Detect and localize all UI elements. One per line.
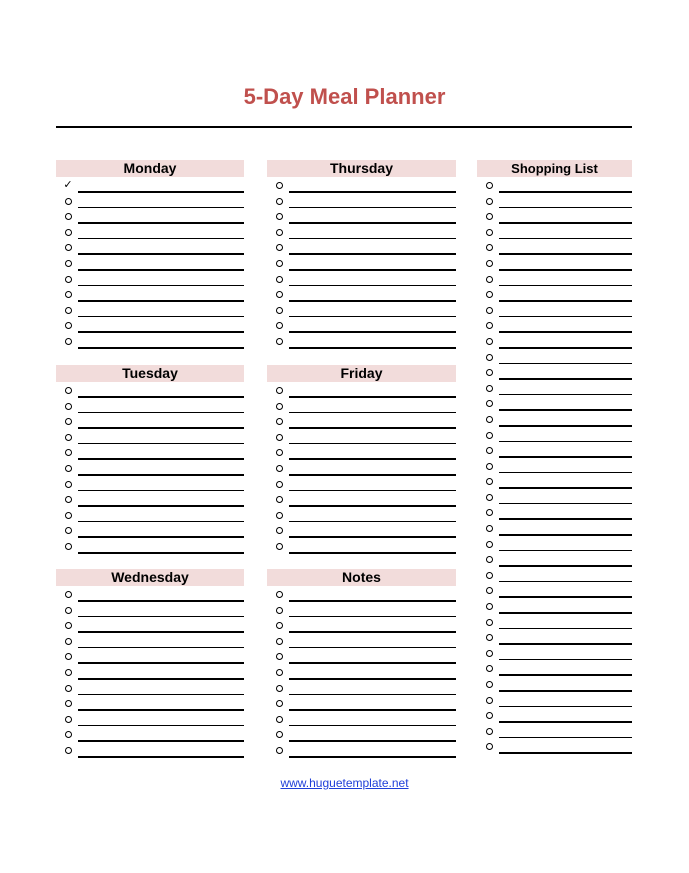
circle-bullet-icon[interactable] — [486, 712, 493, 719]
checklist-row[interactable] — [477, 317, 632, 333]
circle-bullet-icon[interactable] — [276, 700, 283, 707]
checklist-row[interactable] — [56, 286, 244, 302]
checklist-row[interactable] — [477, 442, 632, 458]
circle-bullet-icon[interactable] — [65, 322, 72, 329]
circle-bullet-icon[interactable] — [486, 463, 493, 470]
circle-bullet-icon[interactable] — [65, 276, 72, 283]
circle-bullet-icon[interactable] — [65, 543, 72, 550]
circle-bullet-icon[interactable] — [65, 244, 72, 251]
checklist-row[interactable] — [267, 491, 456, 507]
checklist-row[interactable] — [267, 382, 456, 398]
section-wednesday — [56, 569, 244, 758]
checklist-row[interactable] — [267, 460, 456, 476]
checklist-row[interactable] — [56, 538, 244, 554]
checklist-row[interactable] — [267, 538, 456, 554]
checklist-row[interactable] — [477, 302, 632, 318]
checklist-row[interactable] — [267, 444, 456, 460]
circle-bullet-icon[interactable] — [486, 541, 493, 548]
circle-bullet-icon[interactable] — [276, 434, 283, 441]
checklist-row[interactable] — [477, 458, 632, 474]
circle-bullet-icon[interactable] — [276, 747, 283, 754]
checklist-row[interactable] — [267, 224, 456, 240]
checklist-row[interactable] — [56, 617, 244, 633]
circle-bullet-icon[interactable] — [276, 512, 283, 519]
circle-bullet-icon[interactable] — [65, 700, 72, 707]
circle-bullet-icon[interactable] — [486, 634, 493, 641]
section-header-shopping-list: Shopping List — [477, 160, 632, 177]
checklist-row[interactable] — [56, 602, 244, 618]
checklist-row[interactable] — [477, 380, 632, 396]
checklist-row[interactable] — [477, 239, 632, 255]
checklist-row[interactable] — [56, 522, 244, 538]
section-header-monday: Monday — [56, 160, 244, 177]
footer-link[interactable]: www.huguetemplate.net — [280, 776, 409, 790]
checklist-row[interactable] — [56, 460, 244, 476]
circle-bullet-icon[interactable] — [65, 512, 72, 519]
checklist-row[interactable] — [477, 536, 632, 552]
circle-bullet-icon[interactable] — [276, 244, 283, 251]
checklist-row[interactable] — [477, 645, 632, 661]
circle-bullet-icon[interactable] — [276, 338, 283, 345]
checklist-row[interactable] — [56, 382, 244, 398]
checklist-row[interactable] — [477, 177, 632, 193]
checklist-row[interactable] — [477, 614, 632, 630]
circle-bullet-icon[interactable] — [276, 291, 283, 298]
circle-bullet-icon[interactable] — [65, 229, 72, 236]
circle-bullet-icon[interactable] — [276, 449, 283, 456]
section-header-thursday: Thursday — [267, 160, 456, 177]
circle-bullet-icon[interactable] — [486, 416, 493, 423]
circle-bullet-icon[interactable] — [486, 260, 493, 267]
checklist-row[interactable] — [477, 723, 632, 739]
checklist-row[interactable] — [56, 224, 244, 240]
checklist-row[interactable] — [477, 333, 632, 349]
circle-bullet-icon[interactable] — [486, 276, 493, 283]
section-thursday — [267, 160, 456, 349]
circle-bullet-icon[interactable] — [486, 432, 493, 439]
checklist-row[interactable] — [267, 317, 456, 333]
circle-bullet-icon[interactable] — [486, 447, 493, 454]
checklist-row[interactable] — [267, 680, 456, 696]
circle-bullet-icon[interactable] — [486, 182, 493, 189]
circle-bullet-icon[interactable] — [65, 653, 72, 660]
checklist-row[interactable] — [56, 193, 244, 209]
checklist-row[interactable] — [267, 648, 456, 664]
circle-bullet-icon[interactable] — [65, 591, 72, 598]
checklist-row[interactable] — [56, 444, 244, 460]
circle-bullet-icon[interactable] — [486, 385, 493, 392]
write-line[interactable] — [289, 347, 456, 349]
write-line[interactable] — [289, 552, 456, 554]
circle-bullet-icon[interactable] — [276, 229, 283, 236]
write-line[interactable] — [78, 552, 244, 554]
checklist-row[interactable] — [267, 602, 456, 618]
circle-bullet-icon[interactable] — [486, 572, 493, 579]
checklist-row[interactable] — [477, 520, 632, 536]
checklist-row[interactable] — [56, 680, 244, 696]
checklist-row[interactable] — [477, 660, 632, 676]
circle-bullet-icon[interactable] — [276, 418, 283, 425]
section-header-friday: Friday — [267, 365, 456, 382]
checklist-row[interactable] — [56, 586, 244, 602]
checklist-row[interactable] — [56, 648, 244, 664]
page-title: 5-Day Meal Planner — [243, 84, 446, 109]
checklist-row[interactable] — [56, 208, 244, 224]
checklist-row[interactable] — [477, 489, 632, 505]
checklist-row[interactable] — [56, 317, 244, 333]
checklist-row[interactable] — [267, 507, 456, 523]
circle-bullet-icon[interactable] — [65, 638, 72, 645]
circle-bullet-icon[interactable] — [486, 728, 493, 735]
circle-bullet-icon[interactable] — [65, 607, 72, 614]
write-line[interactable] — [78, 756, 244, 758]
circle-bullet-icon[interactable] — [276, 496, 283, 503]
circle-bullet-icon[interactable] — [65, 198, 72, 205]
circle-bullet-icon[interactable] — [276, 527, 283, 534]
checklist-row[interactable] — [477, 598, 632, 614]
checklist-row[interactable] — [477, 427, 632, 443]
checklist-row[interactable] — [477, 707, 632, 723]
circle-bullet-icon[interactable] — [65, 622, 72, 629]
checklist-row[interactable] — [56, 711, 244, 727]
section-header-tuesday: Tuesday — [56, 365, 244, 382]
circle-bullet-icon[interactable] — [276, 543, 283, 550]
circle-bullet-icon[interactable] — [276, 638, 283, 645]
circle-bullet-icon[interactable] — [486, 307, 493, 314]
checklist-row[interactable] — [477, 208, 632, 224]
write-line[interactable] — [499, 752, 632, 754]
checklist-row[interactable] — [56, 726, 244, 742]
checklist-row[interactable] — [267, 633, 456, 649]
circle-bullet-icon[interactable] — [65, 213, 72, 220]
circle-bullet-icon[interactable] — [65, 685, 72, 692]
circle-bullet-icon[interactable] — [486, 743, 493, 750]
circle-bullet-icon[interactable] — [65, 260, 72, 267]
checklist-row[interactable] — [267, 617, 456, 633]
checklist-row[interactable] — [477, 193, 632, 209]
checklist-row[interactable] — [267, 193, 456, 209]
circle-bullet-icon[interactable] — [486, 244, 493, 251]
checklist-row[interactable] — [56, 333, 244, 349]
checklist-row[interactable] — [56, 255, 244, 271]
checklist-row[interactable] — [477, 567, 632, 583]
circle-bullet-icon[interactable] — [486, 229, 493, 236]
checklist-row[interactable] — [267, 208, 456, 224]
circle-bullet-icon[interactable] — [65, 434, 72, 441]
circle-bullet-icon[interactable] — [486, 509, 493, 516]
checklist-row[interactable] — [267, 286, 456, 302]
circle-bullet-icon[interactable] — [486, 697, 493, 704]
circle-bullet-icon[interactable] — [486, 494, 493, 501]
checklist-row[interactable] — [267, 664, 456, 680]
circle-bullet-icon[interactable] — [486, 681, 493, 688]
circle-bullet-icon[interactable] — [486, 650, 493, 657]
circle-bullet-icon[interactable] — [486, 198, 493, 205]
checklist-row[interactable] — [267, 239, 456, 255]
checklist-row[interactable] — [267, 711, 456, 727]
circle-bullet-icon[interactable] — [486, 369, 493, 376]
checklist-row[interactable] — [477, 411, 632, 427]
checklist-row[interactable] — [56, 239, 244, 255]
circle-bullet-icon[interactable] — [276, 685, 283, 692]
circle-bullet-icon[interactable] — [65, 338, 72, 345]
checklist-row[interactable] — [477, 738, 632, 754]
checklist-row[interactable] — [56, 507, 244, 523]
section-tuesday — [56, 365, 244, 554]
checklist-row[interactable] — [56, 695, 244, 711]
section-shopping-list — [477, 160, 632, 754]
title-divider — [56, 126, 632, 128]
circle-bullet-icon[interactable] — [276, 182, 283, 189]
circle-bullet-icon[interactable] — [65, 716, 72, 723]
section-header-notes: Notes — [267, 569, 456, 586]
section-monday — [56, 160, 244, 349]
checklist-row[interactable] — [267, 302, 456, 318]
circle-bullet-icon[interactable] — [276, 322, 283, 329]
circle-bullet-icon[interactable] — [276, 465, 283, 472]
checklist-row[interactable] — [267, 726, 456, 742]
checklist-row[interactable] — [56, 476, 244, 492]
checklist-row[interactable] — [477, 286, 632, 302]
checklist-row[interactable] — [56, 664, 244, 680]
section-header-wednesday: Wednesday — [56, 569, 244, 586]
circle-bullet-icon[interactable] — [486, 603, 493, 610]
circle-bullet-icon[interactable] — [486, 354, 493, 361]
check-icon[interactable]: ✓ — [63, 179, 73, 191]
circle-bullet-icon[interactable] — [276, 591, 283, 598]
circle-bullet-icon[interactable] — [486, 338, 493, 345]
checklist-row[interactable] — [477, 271, 632, 287]
checklist-row[interactable] — [56, 271, 244, 287]
checklist-row[interactable] — [477, 473, 632, 489]
circle-bullet-icon[interactable] — [65, 403, 72, 410]
checklist-row[interactable] — [267, 398, 456, 414]
checklist-row[interactable] — [477, 676, 632, 692]
circle-bullet-icon[interactable] — [276, 387, 283, 394]
write-line[interactable] — [78, 347, 244, 349]
circle-bullet-icon[interactable] — [65, 731, 72, 738]
checklist-row[interactable] — [56, 491, 244, 507]
checklist-row[interactable] — [56, 398, 244, 414]
circle-bullet-icon[interactable] — [486, 478, 493, 485]
write-line[interactable] — [289, 756, 456, 758]
circle-bullet-icon[interactable] — [276, 307, 283, 314]
checklist-row[interactable] — [477, 504, 632, 520]
circle-bullet-icon[interactable] — [276, 260, 283, 267]
circle-bullet-icon[interactable] — [65, 669, 72, 676]
checklist-row[interactable] — [267, 476, 456, 492]
checklist-row[interactable] — [56, 429, 244, 445]
checklist-row[interactable] — [267, 177, 456, 193]
circle-bullet-icon[interactable] — [65, 449, 72, 456]
checklist-row[interactable] — [477, 255, 632, 271]
circle-bullet-icon[interactable] — [276, 622, 283, 629]
circle-bullet-icon[interactable] — [65, 465, 72, 472]
checklist-row[interactable] — [477, 224, 632, 240]
checklist-row[interactable] — [477, 629, 632, 645]
circle-bullet-icon[interactable] — [486, 587, 493, 594]
circle-bullet-icon[interactable] — [276, 716, 283, 723]
checklist-row[interactable] — [56, 413, 244, 429]
circle-bullet-icon[interactable] — [486, 556, 493, 563]
checklist-row[interactable] — [267, 586, 456, 602]
circle-bullet-icon[interactable] — [276, 481, 283, 488]
checklist-row[interactable] — [477, 349, 632, 365]
checklist-row[interactable] — [267, 413, 456, 429]
checklist-row[interactable] — [477, 395, 632, 411]
checklist-row[interactable] — [477, 582, 632, 598]
checklist-row[interactable] — [267, 255, 456, 271]
circle-bullet-icon[interactable] — [276, 669, 283, 676]
circle-bullet-icon[interactable] — [65, 481, 72, 488]
circle-bullet-icon[interactable] — [276, 276, 283, 283]
circle-bullet-icon[interactable] — [65, 527, 72, 534]
circle-bullet-icon[interactable] — [276, 653, 283, 660]
checklist-row[interactable] — [267, 522, 456, 538]
circle-bullet-icon[interactable] — [486, 525, 493, 532]
checklist-row[interactable] — [267, 429, 456, 445]
circle-bullet-icon[interactable] — [486, 619, 493, 626]
checklist-row[interactable] — [56, 742, 244, 758]
circle-bullet-icon[interactable] — [486, 322, 493, 329]
checklist-row[interactable] — [56, 633, 244, 649]
checklist-row[interactable] — [477, 692, 632, 708]
section-friday — [267, 365, 456, 554]
checklist-row[interactable] — [56, 177, 244, 193]
circle-bullet-icon[interactable] — [486, 213, 493, 220]
checklist-row[interactable] — [56, 302, 244, 318]
circle-bullet-icon[interactable] — [65, 418, 72, 425]
checklist-row[interactable] — [267, 333, 456, 349]
checklist-row[interactable] — [477, 364, 632, 380]
circle-bullet-icon[interactable] — [276, 607, 283, 614]
circle-bullet-icon[interactable] — [276, 213, 283, 220]
circle-bullet-icon[interactable] — [486, 291, 493, 298]
checklist-row[interactable] — [477, 551, 632, 567]
circle-bullet-icon[interactable] — [65, 307, 72, 314]
circle-bullet-icon[interactable] — [65, 496, 72, 503]
circle-bullet-icon[interactable] — [276, 198, 283, 205]
circle-bullet-icon[interactable] — [65, 747, 72, 754]
circle-bullet-icon[interactable] — [276, 403, 283, 410]
circle-bullet-icon[interactable] — [65, 387, 72, 394]
checklist-row[interactable] — [267, 695, 456, 711]
circle-bullet-icon[interactable] — [276, 731, 283, 738]
checklist-row[interactable] — [267, 271, 456, 287]
checklist-row[interactable] — [267, 742, 456, 758]
circle-bullet-icon[interactable] — [65, 291, 72, 298]
section-notes — [267, 569, 456, 758]
circle-bullet-icon[interactable] — [486, 665, 493, 672]
circle-bullet-icon[interactable] — [486, 400, 493, 407]
